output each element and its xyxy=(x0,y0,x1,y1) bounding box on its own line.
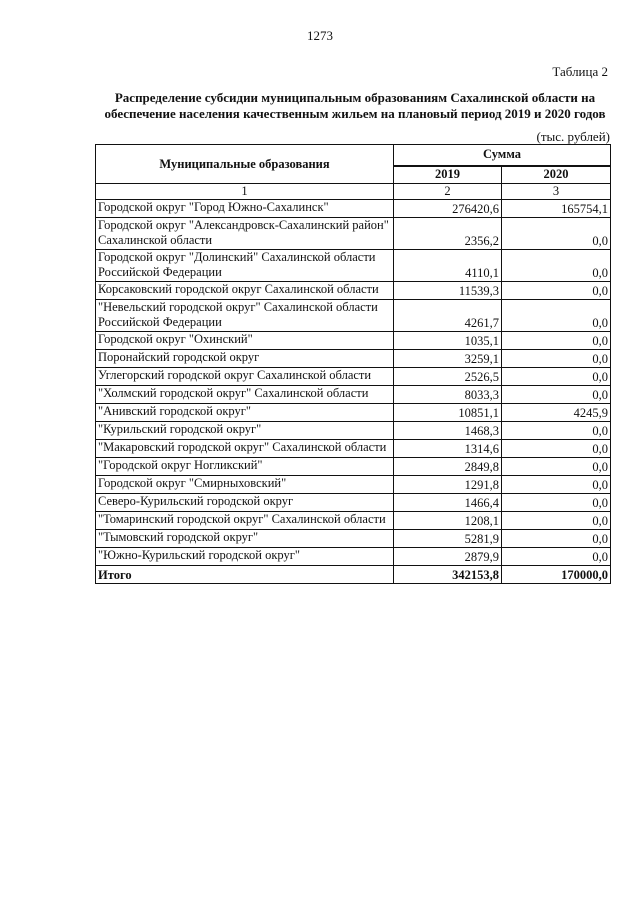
amount-2020: 0,0 xyxy=(502,282,611,300)
municipality-name: Городской округ "Город Южно-Сахалинск" xyxy=(96,200,394,218)
municipality-name: Городской округ "Смирныховский" xyxy=(96,476,394,494)
total-row xyxy=(96,566,611,584)
document-title xyxy=(95,90,615,122)
table-row xyxy=(96,300,611,332)
amount-2019: 1208,1 xyxy=(394,512,502,530)
table-body xyxy=(96,200,611,566)
amount-2019: 8033,3 xyxy=(394,386,502,404)
title-line-2: обеспечение населения качественным жильем на плановый период 2019 и 2020 годов xyxy=(104,106,606,121)
table-row xyxy=(96,440,611,458)
amount-2020: 0,0 xyxy=(502,218,611,250)
amount-2019: 2356,2 xyxy=(394,218,502,250)
table-row xyxy=(96,368,611,386)
amount-2019: 1314,6 xyxy=(394,440,502,458)
municipality-name: "Холмский городской округ" Сахалинской области xyxy=(96,386,394,404)
column-number-3: 3 xyxy=(502,184,611,200)
column-number-2: 2 xyxy=(394,184,502,200)
municipality-name: Городской округ "Долинский" Сахалинской области Российской Федерации xyxy=(96,250,394,282)
table-row xyxy=(96,476,611,494)
column-number-1: 1 xyxy=(96,184,394,200)
municipality-name: "Курильский городской округ" xyxy=(96,422,394,440)
municipality-name: "Городской округ Ногликский" xyxy=(96,458,394,476)
amount-2020: 0,0 xyxy=(502,350,611,368)
municipality-name: Углегорский городской округ Сахалинской области xyxy=(96,368,394,386)
amount-2019: 2849,8 xyxy=(394,458,502,476)
table-row xyxy=(96,200,611,218)
amount-2020: 0,0 xyxy=(502,440,611,458)
header-municipalities: Муниципальные образования xyxy=(96,145,394,184)
municipality-name: Корсаковский городской округ Сахалинской области xyxy=(96,282,394,300)
amount-2019: 11539,3 xyxy=(394,282,502,300)
amount-2020: 0,0 xyxy=(502,512,611,530)
table-row xyxy=(96,422,611,440)
header-sum: Сумма xyxy=(394,145,611,166)
municipality-name: "Анивский городской округ" xyxy=(96,404,394,422)
amount-2020: 4245,9 xyxy=(502,404,611,422)
amount-2020: 0,0 xyxy=(502,548,611,566)
table-row xyxy=(96,512,611,530)
municipality-name: "Томаринский городской округ" Сахалинской области xyxy=(96,512,394,530)
table-row xyxy=(96,530,611,548)
amount-2020: 0,0 xyxy=(502,386,611,404)
amount-2019: 10851,1 xyxy=(394,404,502,422)
amount-2020: 0,0 xyxy=(502,494,611,512)
total-label: Итого xyxy=(96,566,394,584)
amount-2020: 0,0 xyxy=(502,422,611,440)
municipality-name: Городской округ "Александровск-Сахалинский район" Сахалинской области xyxy=(96,218,394,250)
municipality-name: "Тымовский городской округ" xyxy=(96,530,394,548)
table-row xyxy=(96,494,611,512)
municipality-name: "Макаровский городской округ" Сахалинской области xyxy=(96,440,394,458)
municipality-name: Поронайский городской округ xyxy=(96,350,394,368)
municipality-name: "Южно-Курильский городской округ" xyxy=(96,548,394,566)
table-row xyxy=(96,218,611,250)
table-row xyxy=(96,350,611,368)
header-year-2019: 2019 xyxy=(394,166,502,184)
amount-2019: 2526,5 xyxy=(394,368,502,386)
amount-2019: 1291,8 xyxy=(394,476,502,494)
amount-2020: 0,0 xyxy=(502,300,611,332)
table-row xyxy=(96,458,611,476)
municipality-name: "Невельский городской округ" Сахалинской области Российской Федерации xyxy=(96,300,394,332)
amount-2020: 0,0 xyxy=(502,368,611,386)
table-row xyxy=(96,386,611,404)
title-line-1: Распределение субсидии муниципальным образованиям Сахалинской области на xyxy=(114,90,596,105)
table-row xyxy=(96,404,611,422)
amount-2019: 2879,9 xyxy=(394,548,502,566)
amount-2019: 4110,1 xyxy=(394,250,502,282)
municipality-name: Городской округ "Охинский" xyxy=(96,332,394,350)
amount-2020: 0,0 xyxy=(502,250,611,282)
amount-2020: 0,0 xyxy=(502,530,611,548)
subsidy-table xyxy=(95,144,611,584)
total-2020: 170000,0 xyxy=(502,566,611,584)
amount-2020: 0,0 xyxy=(502,332,611,350)
table-row xyxy=(96,282,611,300)
amount-2020: 0,0 xyxy=(502,476,611,494)
amount-2020: 165754,1 xyxy=(502,200,611,218)
page-number: 1273 xyxy=(307,28,333,43)
table-row xyxy=(96,548,611,566)
table-label: Таблица 2 xyxy=(552,64,608,79)
table-row xyxy=(96,332,611,350)
table-row xyxy=(96,250,611,282)
total-2019: 342153,8 xyxy=(394,566,502,584)
units-label: (тыс. рублей) xyxy=(536,129,610,144)
amount-2019: 3259,1 xyxy=(394,350,502,368)
amount-2019: 4261,7 xyxy=(394,300,502,332)
header-year-2020: 2020 xyxy=(502,166,611,184)
amount-2019: 1466,4 xyxy=(394,494,502,512)
amount-2019: 276420,6 xyxy=(394,200,502,218)
amount-2020: 0,0 xyxy=(502,458,611,476)
municipality-name: Северо-Курильский городской округ xyxy=(96,494,394,512)
amount-2019: 1035,1 xyxy=(394,332,502,350)
amount-2019: 5281,9 xyxy=(394,530,502,548)
amount-2019: 1468,3 xyxy=(394,422,502,440)
